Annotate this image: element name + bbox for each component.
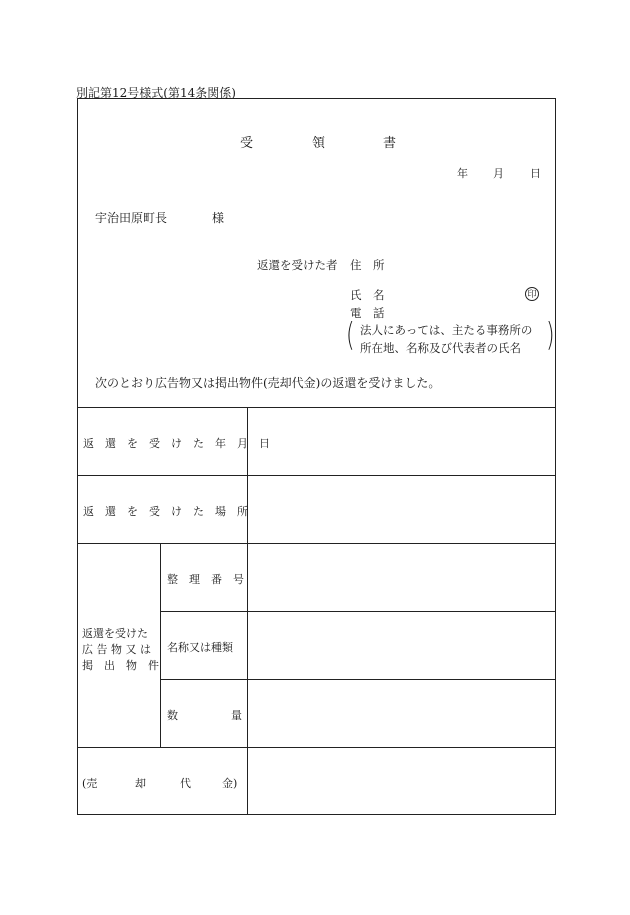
title-char-2: 領: [312, 136, 326, 151]
field-sale-proceeds[interactable]: [248, 748, 555, 814]
sub-label-serial-number: 整 理 番 号: [167, 573, 244, 586]
row-label-price-open: (売: [82, 777, 98, 790]
row-label-price-close: 金): [222, 777, 238, 790]
row-label-return-place: 返 還 を 受 け た 場 所: [83, 505, 248, 518]
group-label-line-2: 広 告 物 又 は: [82, 643, 151, 656]
row-label-price-char1: 却: [135, 777, 146, 790]
sub-label-quantity-b: 量: [231, 709, 242, 722]
date-day: 日: [530, 167, 541, 180]
date-year: 年: [457, 167, 468, 180]
addressee-name: 宇治田原町長: [95, 211, 168, 225]
sub-label-name-or-type: 名称又は種類: [167, 641, 233, 654]
field-quantity[interactable]: [248, 680, 555, 747]
note-line-1: 法人にあっては、主たる事務所の: [360, 323, 533, 337]
group-label-line-3: 掲 出 物 件: [82, 659, 159, 672]
recipient-heading: 返還を受けた者: [257, 258, 338, 272]
group-label-line-1: 返還を受けた: [82, 627, 148, 640]
row-label-return-date: 返 還 を 受 け た 年 月 日: [83, 437, 270, 450]
addressee-honorific: 様: [212, 211, 225, 225]
field-name-or-type[interactable]: [248, 612, 555, 679]
seal-mark: 印: [525, 287, 539, 301]
title-char-3: 書: [383, 136, 397, 151]
phone-label: 電 話: [350, 306, 385, 320]
note-paren-open: (: [346, 318, 355, 355]
note-paren-close: ): [546, 318, 555, 355]
title-char-1: 受: [240, 136, 254, 151]
statement-text: 次のとおり広告物又は掲出物件(売却代金)の返還を受けました。: [95, 376, 441, 390]
form-reference: 別記第12号様式(第14条関係): [76, 86, 236, 100]
field-serial-number[interactable]: [248, 544, 555, 611]
rule-group-column: [160, 543, 161, 747]
note-line-2: 所在地、名称及び代表者の氏名: [360, 341, 521, 355]
row-label-price-char2: 代: [180, 777, 191, 790]
date-month: 月: [493, 167, 504, 180]
field-return-place[interactable]: [248, 476, 555, 543]
address-label: 住 所: [350, 258, 385, 272]
sub-label-quantity-a: 数: [167, 709, 178, 722]
name-label: 氏 名: [350, 288, 385, 302]
field-return-date[interactable]: [248, 408, 555, 475]
